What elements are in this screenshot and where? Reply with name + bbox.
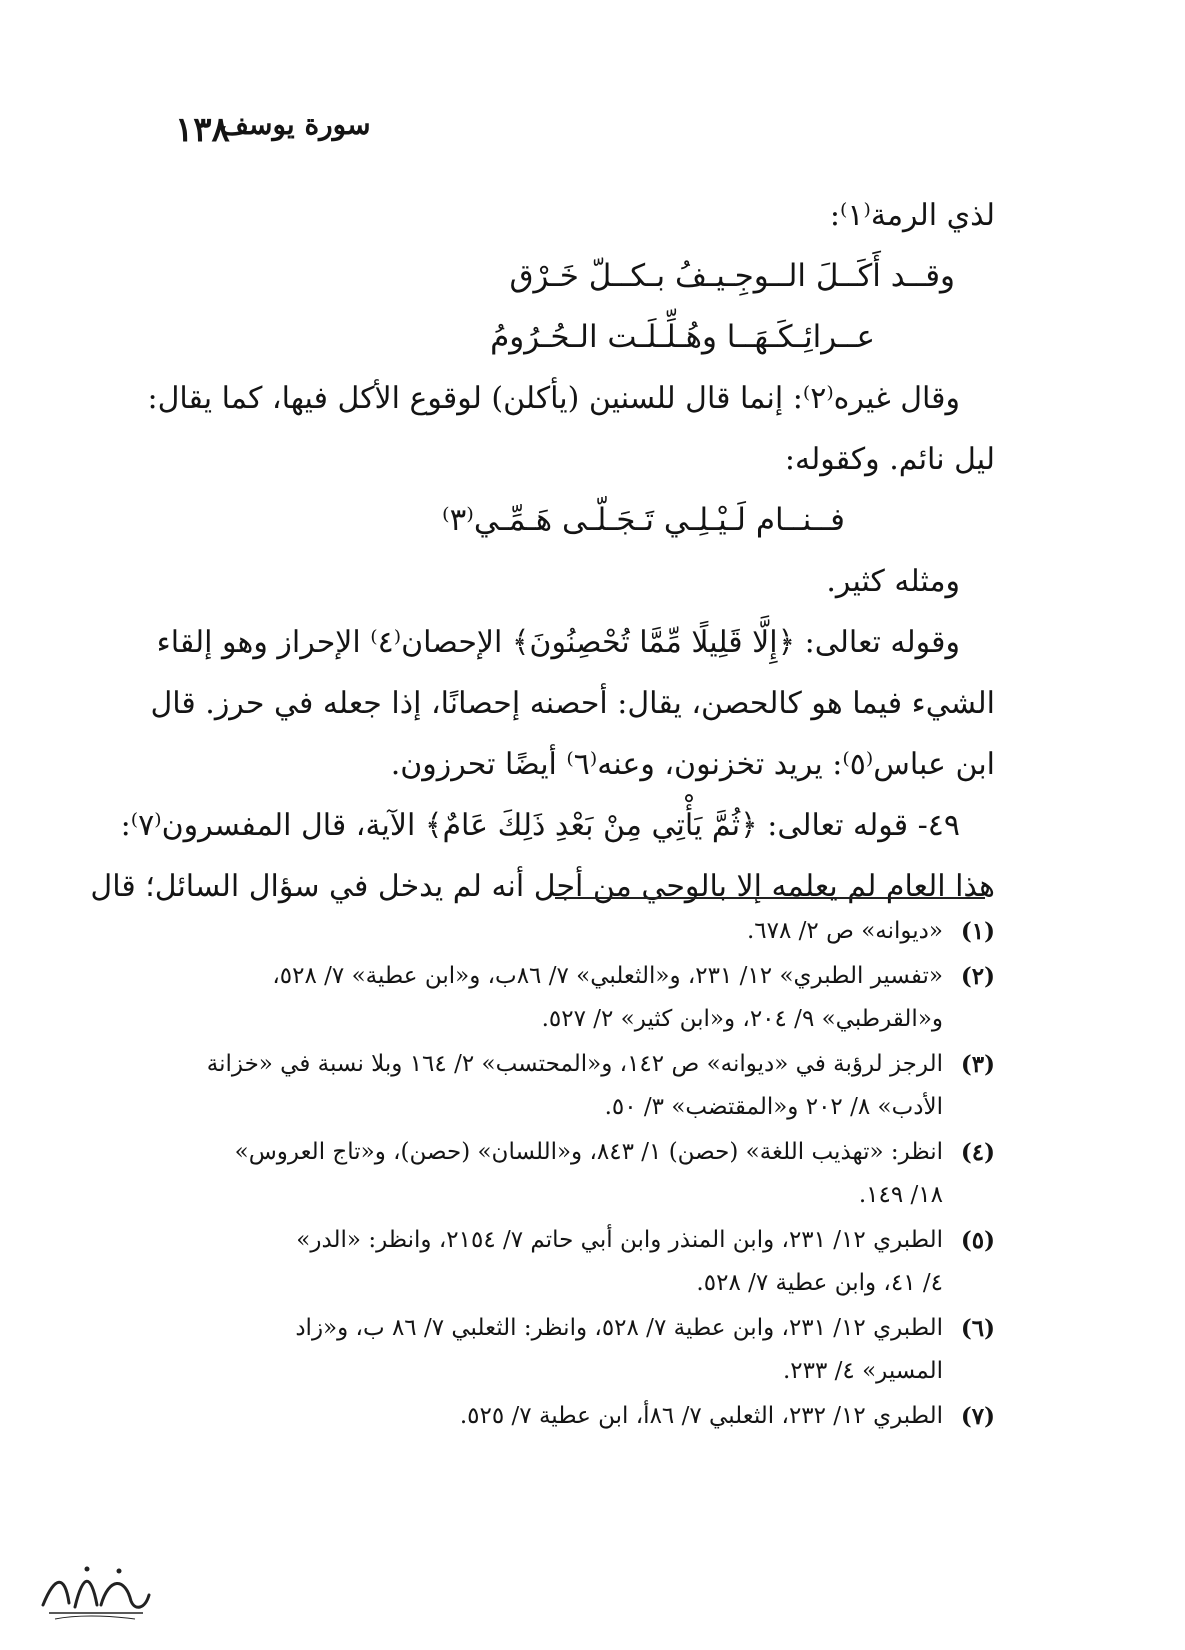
footnote [145,910,995,953]
poem-verse: عــرائِـكَـهَــا وهُـلِّـلَـت الـحُـرُومُ [490,319,875,355]
footnote-text: انظر: «تهذيب اللغة» (حصن) ١/ ٨٤٣، و«اللسان» (حصن)، و«تاج العروس» [234,1139,943,1165]
main-text [90,185,995,917]
footnote-text: الأدب» ٨/ ٢٠٢ و«المقتضب» ٣/ ٥٠. [604,1094,943,1120]
footnote-text: «ديوانه» ص ٢/ ٦٧٨. [746,918,943,944]
footnote-text: و«القرطبي» ٩/ ٢٠٤، و«ابن كثير» ٢/ ٥٢٧. [541,1006,943,1032]
footnote [145,955,995,1041]
footnote-text: «تفسير الطبري» ١٢/ ٢٣١، و«الثعلبي» ٧/ ٨٦ب، و«ابن عطية» ٧/ ٥٢٨، [272,963,943,989]
footnote-text: المسير» ٤/ ٢٣٣. [782,1358,943,1384]
poem-verse: فــنــام لَـيْـلِـي تَـجَـلّـى هَـمِّـي⁽٣⁾ [441,502,845,538]
text-line: وقوله تعالى: ﴿إِلَّا قَلِيلًا مِّمَّا تُحْصِنُونَ﴾ الإحصان⁽٤⁾ الإحراز وهو إلقاء [156,625,960,660]
footnote [145,1131,995,1217]
publisher-logo [35,1555,155,1625]
footnote [145,1395,995,1438]
footnote-text: ٤/ ٤١، وابن عطية ٧/ ٥٢٨. [696,1270,943,1296]
page-number: ١٣٨ [175,110,230,150]
footnote-number: (٥) [960,1227,995,1254]
footnote-number: (١) [960,918,995,945]
footnote-text: الرجز لرؤبة في «ديوانه» ص ١٤٢، و«المحتسب» ٢/ ١٦٤ وبلا نسبة في «خزانة [206,1051,943,1077]
page-header [0,100,1185,150]
footnote-number: (٤) [960,1139,995,1166]
surah-title: سورة يوسف [220,108,371,141]
footnotes [145,910,995,1440]
footnote [145,1307,995,1393]
footnote [145,1219,995,1305]
footnote [145,1043,995,1129]
text-line: وقال غيره⁽٢⁾: إنما قال للسنين (يأكلن) لوقوع الأكل فيها، كما يقال: [147,381,960,416]
footnote-text: ١٨/ ١٤٩. [858,1182,943,1208]
footnote-text: الطبري ١٢/ ٢٣٢، الثعلبي ٧/ ٨٦أ، ابن عطية ٧/ ٥٢٥. [459,1403,943,1429]
text-line: هذا العام لم يعلمه إلا بالوحي من أجل أنه لم يدخل في سؤال السائل؛ قال [90,869,995,904]
footnote-text: الطبري ١٢/ ٢٣١، وابن المنذر وابن أبي حاتم ٧/ ٢١٥٤، وانظر: «الدر» [296,1227,943,1253]
text-line: ومثله كثير. [826,564,960,599]
footnote-divider [555,897,985,899]
text-line: ليل نائم. وكقوله: [784,442,995,477]
poem-verse: وقــد أَكَــلَ الــوجِـيـفُ بـكــلّ خَـرْق [509,258,955,294]
text-line: الشيء فيما هو كالحصن، يقال: أحصنه إحصانًا، إذا جعله في حرز. قال [150,686,995,721]
footnote-text: الطبري ١٢/ ٢٣١، وابن عطية ٧/ ٥٢٨، وانظر: الثعلبي ٧/ ٨٦ ب، و«زاد [295,1315,943,1341]
footnote-number: (٦) [960,1315,995,1342]
text-line: ٤٩- قوله تعالى: ﴿ثُمَّ يَأْتِي مِنْ بَعْدِ ذَلِكَ عَامٌ﴾ الآية، قال المفسرون⁽٧⁾: [120,808,960,843]
text-line: ابن عباس⁽٥⁾: يريد تخزنون، وعنه⁽٦⁾ أيضًا تحرزون. [390,747,995,782]
footnote-number: (٧) [960,1403,995,1430]
text-line: لذي الرمة⁽١⁾: [829,198,995,233]
footnote-number: (٣) [960,1051,995,1078]
footnote-number: (٢) [960,963,995,990]
